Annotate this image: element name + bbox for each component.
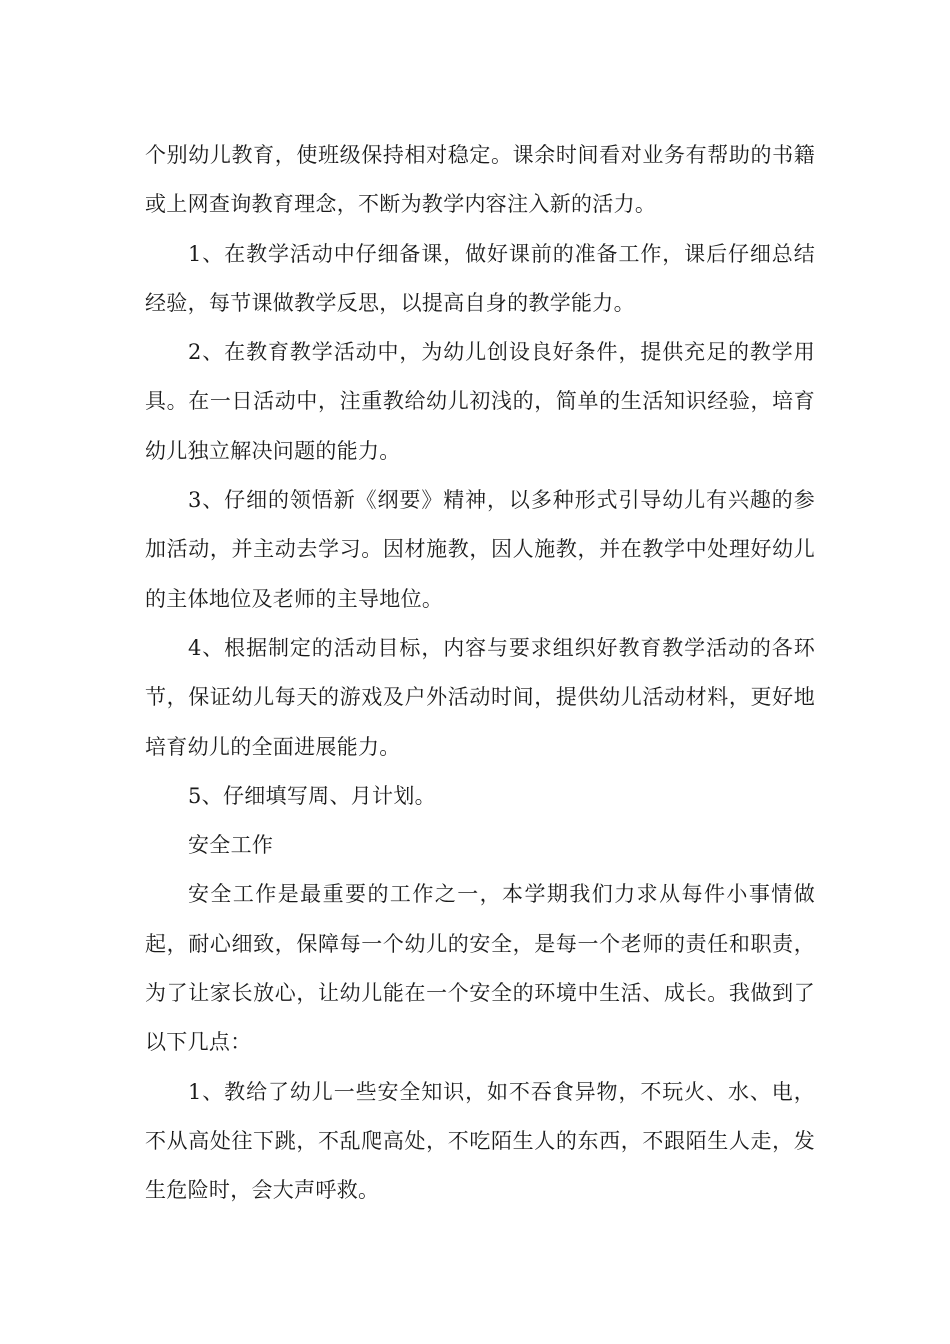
paragraph-item-4-activity-goals: 4、根据制定的活动目标，内容与要求组织好教育教学活动的各环节，保证幼儿每天的游戏及户外活动时间，提供幼儿活动材料，更好地培育幼儿的全面进展能力。 [145, 635, 815, 759]
section-heading-safety: 安全工作 [188, 833, 274, 858]
paragraph-item-2-teaching-conditions: 2、在教育教学活动中，为幼儿创设良好条件，提供充足的教学用具。在一日活动中，注重教给幼儿初浅的，简单的生活知识经验，培育幼儿独立解决问题的能力。 [145, 340, 815, 463]
paragraph-item-1-lesson-prep: 1、在教学活动中仔细备课，做好课前的准备工作，课后仔细总结经验，每节课做教学反思，以提高自身的教学能力。 [145, 241, 815, 315]
paragraph-class-stability: 个别幼儿教育，使班级保持相对稳定。课余时间看对业务有帮助的书籍或上网查询教育理念，不断为教学内容注入新的活力。 [145, 143, 815, 217]
paragraph-safety-item-1: 1、教给了幼儿一些安全知识，如不吞食异物，不玩火、水、电，不从高处往下跳，不乱爬高处，不吃陌生人的东西，不跟陌生人走，发生危险时，会大声呼救。 [145, 1079, 815, 1203]
paragraph-safety-intro: 安全工作是最重要的工作之一，本学期我们力求从每件小事情做起，耐心细致，保障每一个幼儿的安全，是每一个老师的责任和职责，为了让家长放心，让幼儿能在一个安全的环境中生活、成长。我做到了以下几点： [145, 882, 815, 1055]
paragraph-item-5-plans: 5、仔细填写周、月计划。 [188, 783, 436, 808]
paragraph-item-3-outline-spirit: 3、仔细的领悟新《纲要》精神，以多种形式引导幼儿有兴趣的参加活动，并主动去学习。因材施教，因人施教，并在教学中处理好幼儿的主体地位及老师的主导地位。 [145, 488, 815, 611]
document-body [145, 131, 815, 1216]
